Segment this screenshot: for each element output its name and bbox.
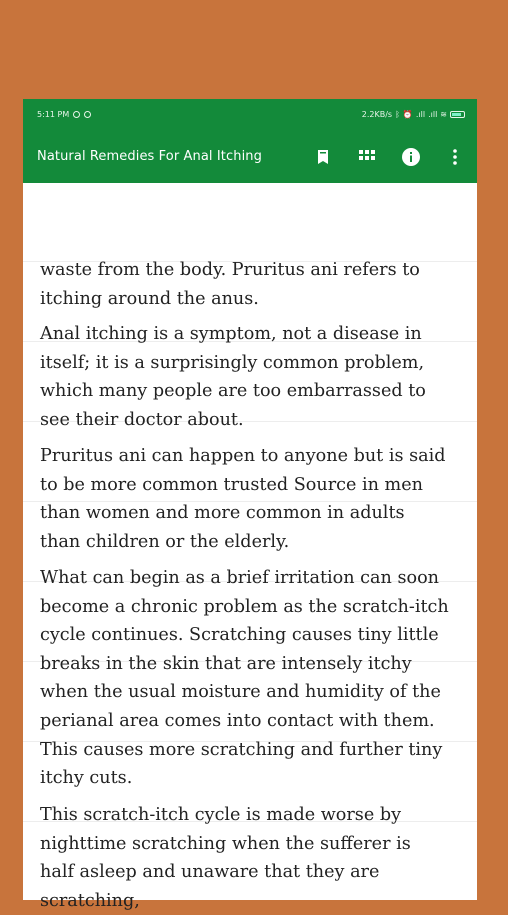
article-paragraph: Pruritus ani can happen to anyone but is said to be more common trusted Source in men than women and more common in adults than children or the elderly. [40,446,446,552]
signal-icon-2: .ıll [428,110,438,119]
battery-icon [450,111,465,118]
notification-icon [73,111,80,118]
more-vert-icon[interactable] [433,130,477,183]
status-bar [23,99,477,130]
alarm-icon: ⏰ [402,110,413,119]
status-time: 5:11 PM [37,110,70,119]
bluetooth-icon: ᛒ [395,110,400,119]
signal-icon: .ıll [415,110,426,119]
app-bar [23,130,477,183]
article-paragraph: This scratch-itch cycle is made worse by nighttime scratching when the sufferer is half asleep and unaware that they are scratching, [40,805,411,911]
article-paragraph: Anal itching is a symptom, not a disease in itself; it is a surprisingly common problem, which many people are too embarrassed to see their doctor about. [40,324,426,430]
app-title: Natural Remedies For Anal Itching [37,149,262,164]
phone-screen [23,99,477,911]
bookmark-icon[interactable] [301,130,345,183]
article-paragraph: waste from the body. Pruritus ani refers to itching around the anus. [40,260,420,309]
article-paragraph: What can begin as a brief irritation can soon become a chronic problem as the scratch-itch cycle continues. Scratching causes tiny little breaks in the skin that are intensely itchy when the usual moisture and humidity of the perianal area comes into contact with them. This causes more scratching and further tiny itchy cuts. [40,568,449,789]
notification-icon [84,111,91,118]
article-content[interactable] [23,183,477,911]
info-icon[interactable] [389,130,433,183]
grid-icon[interactable] [345,130,389,183]
wifi-icon: ≋ [440,110,447,119]
net-speed: 2.2KB/s [361,110,393,119]
